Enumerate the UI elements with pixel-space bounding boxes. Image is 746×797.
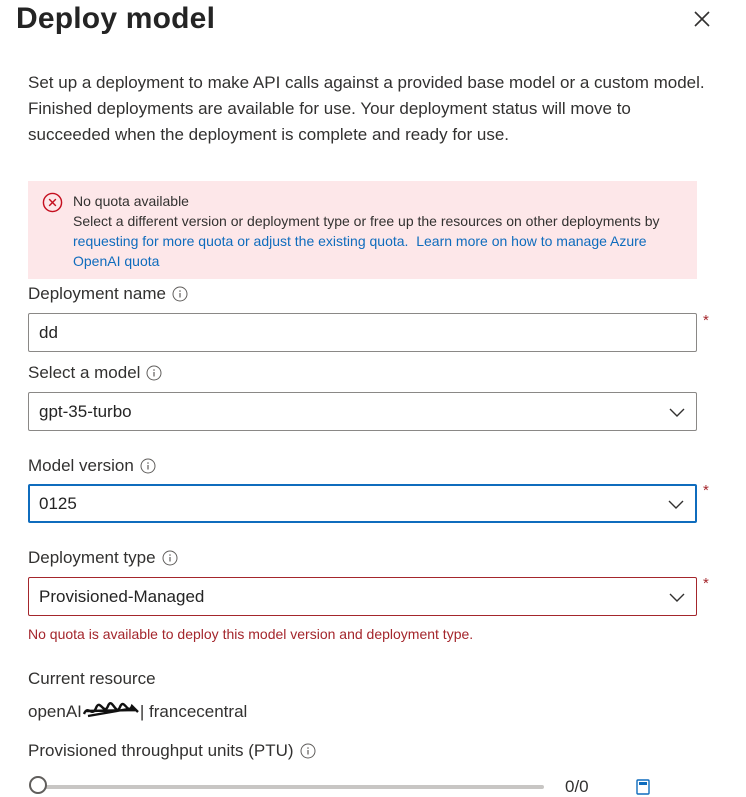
panel-description: Set up a deployment to make API calls against a provided base model or a custom model. Finished deployments are available for use. Your deployment status will move to succeeded when the deployment is complete and ready for use. (28, 73, 705, 144)
alert-body: Select a different version or deployment type or free up the resources on other deployments by (73, 213, 660, 229)
required-mark: * (703, 482, 709, 499)
deployment-type-error: No quota is available to deploy this model version and deployment type. (28, 626, 474, 642)
ptu-slider-thumb[interactable] (29, 776, 47, 794)
chevron-down-icon (667, 498, 685, 510)
required-mark: * (703, 575, 709, 592)
model-label: Select a model (28, 363, 162, 383)
model-value: gpt-35-turbo (39, 401, 132, 421)
resource-name-prefix: openAI (28, 702, 82, 721)
alert-message (73, 191, 688, 271)
deployment-name-input[interactable] (28, 313, 697, 352)
model-version-dropdown[interactable] (28, 484, 697, 523)
quota-alert (28, 181, 697, 279)
deployment-name-label: Deployment name (28, 284, 188, 304)
info-icon[interactable] (172, 286, 188, 302)
info-icon[interactable] (162, 550, 178, 566)
model-version-label: Model version (28, 456, 156, 476)
info-icon[interactable] (146, 365, 162, 381)
deployment-type-dropdown[interactable] (28, 577, 697, 616)
current-resource-value (28, 702, 247, 722)
model-dropdown[interactable] (28, 392, 697, 431)
redaction-scribble (82, 702, 140, 720)
chevron-down-icon (668, 406, 686, 418)
close-icon[interactable] (692, 9, 712, 29)
current-resource-label: Current resource (28, 669, 156, 688)
info-icon[interactable] (140, 458, 156, 474)
deployment-type-label: Deployment type (28, 548, 178, 568)
deployment-type-value: Provisioned-Managed (39, 586, 205, 606)
error-circle-icon (42, 192, 63, 213)
learn-more-quota-link[interactable]: Learn more on how to manage Azure OpenAI quota (73, 233, 647, 269)
request-quota-link[interactable]: requesting for more quota or adjust the existing quota. (73, 233, 409, 249)
resource-region: | francecentral (139, 702, 248, 721)
ptu-slider-track[interactable] (38, 785, 544, 789)
deployment-name-value: dd (39, 322, 58, 342)
chevron-down-icon (668, 591, 686, 603)
required-mark: * (703, 312, 709, 329)
page-title: Deploy model (16, 2, 216, 35)
ptu-label: Provisioned throughput units (PTU) (28, 741, 316, 761)
model-version-value: 0125 (39, 493, 77, 513)
calculator-icon[interactable] (636, 779, 650, 795)
info-icon[interactable] (300, 743, 316, 759)
ptu-value: 0/0 (565, 777, 589, 796)
alert-heading: No quota available (73, 193, 189, 209)
